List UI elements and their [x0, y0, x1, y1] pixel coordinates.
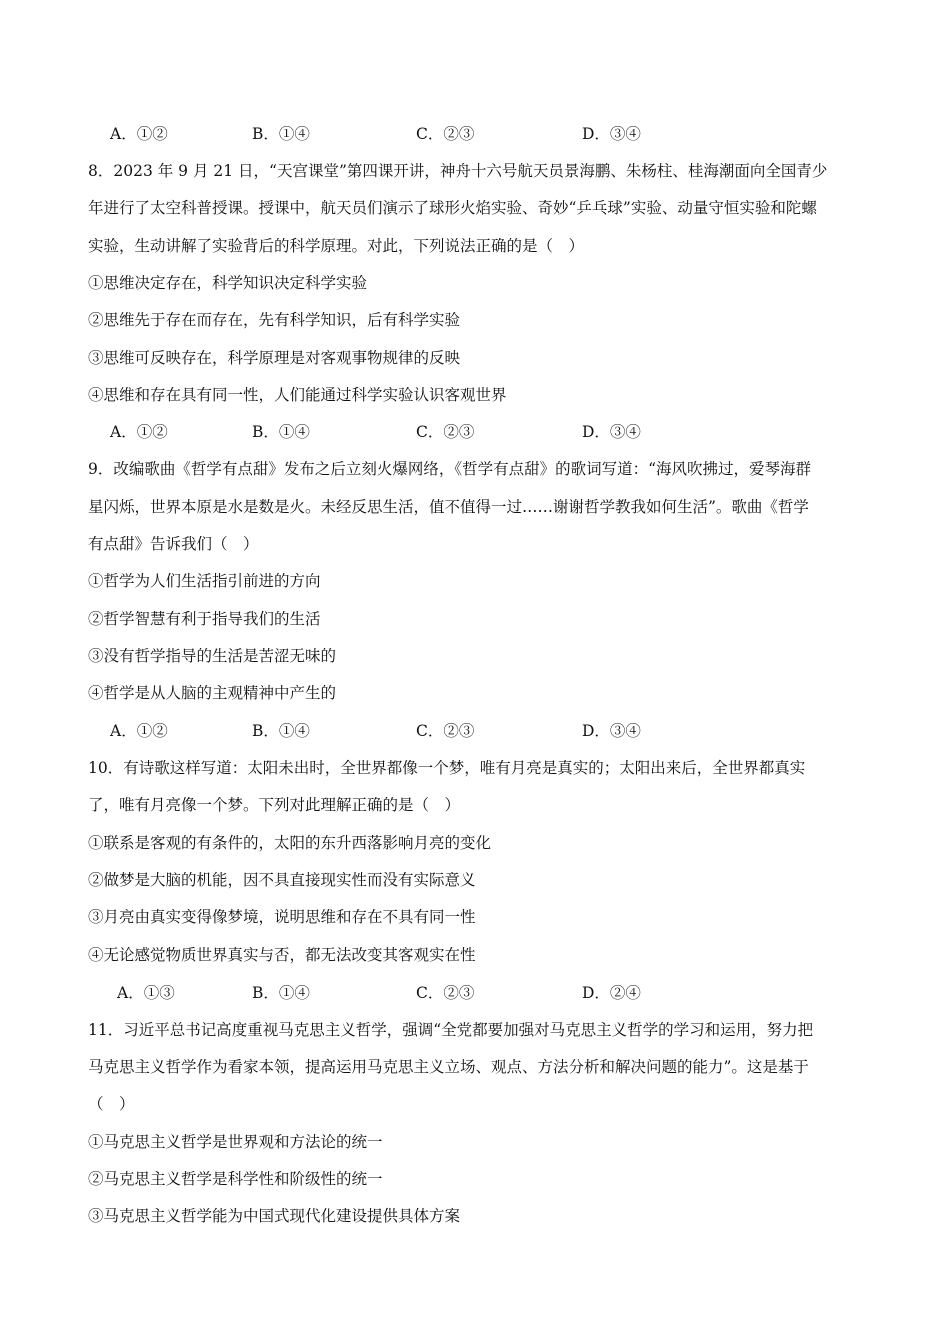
q11-statement-1: ①马克思主义哲学是世界观和方法论的统一 [88, 1133, 383, 1151]
q10-option-c: C．②③ [416, 984, 475, 1002]
q10-stem-line-2: 了，唯有月亮像一个梦。下列对此理解正确的是（ ） [88, 796, 461, 814]
q10-option-d: D．②④ [582, 984, 641, 1002]
q7-option-b: B．①④ [252, 125, 310, 143]
q10-statement-4: ④无论感觉物质世界真实与否，都无法改变其客观实在性 [88, 946, 476, 964]
q9-statement-1: ①哲学为人们生活指引前进的方向 [88, 572, 321, 590]
q8-stem-line-2: 年进行了太空科普授课。授课中，航天员们演示了球形火焰实验、奇妙“乒乓球”实验、动量守恒实验和陀螺 [88, 199, 817, 217]
q10-statement-1: ①联系是客观的有条件的，太阳的东升西落影响月亮的变化 [88, 834, 492, 852]
q11-stem-line-1: 11．习近平总书记高度重视马克思主义哲学，强调“全党都要加强对马克思主义哲学的学习和运用，努力把 [88, 1021, 814, 1039]
q8-statement-3: ③思维可反映存在，科学原理是对客观事物规律的反映 [88, 349, 461, 367]
q10-option-b: B．①④ [252, 984, 310, 1002]
q8-option-d: D．③④ [582, 423, 641, 441]
q8-option-c: C．②③ [416, 423, 475, 441]
q8-statement-1: ①思维决定存在，科学知识决定科学实验 [88, 274, 368, 292]
q8-statement-2: ②思维先于存在而存在，先有科学知识，后有科学实验 [88, 311, 461, 329]
q10-stem-line-1: 10．有诗歌这样写道：太阳未出时，全世界都像一个梦，唯有月亮是真实的；太阳出来后，全世界都真实 [88, 759, 806, 777]
q9-option-a: A．①② [110, 722, 168, 740]
q7-option-d: D．③④ [582, 125, 641, 143]
q9-statement-3: ③没有哲学指导的生活是苦涩无味的 [88, 647, 337, 665]
q9-option-d: D．③④ [582, 722, 641, 740]
q11-statement-2: ②马克思主义哲学是科学性和阶级性的统一 [88, 1170, 383, 1188]
q10-statement-3: ③月亮由真实变得像梦境，说明思维和存在不具有同一性 [88, 908, 476, 926]
q9-option-b: B．①④ [252, 722, 310, 740]
q7-option-a: A．①② [110, 125, 168, 143]
q9-stem-line-3: 有点甜》告诉我们（ ） [88, 535, 259, 553]
q11-stem-line-2: 马克思主义哲学作为看家本领，提高运用马克思主义立场、观点、方法分析和解决问题的能力”。这是基于 [88, 1058, 809, 1076]
q9-stem-line-2: 星闪烁，世界本原是水是数是火。未经反思生活，值不值得一过……谢谢哲学教我如何生活”。歌曲《哲学 [88, 498, 809, 516]
q8-option-b: B．①④ [252, 423, 310, 441]
q7-option-c: C．②③ [416, 125, 475, 143]
q8-option-a: A．①② [110, 423, 168, 441]
q8-stem-line-3: 实验，生动讲解了实验背后的科学原理。对此，下列说法正确的是（ ） [88, 237, 585, 255]
q11-stem-line-3: （ ） [88, 1095, 135, 1113]
q9-statement-2: ②哲学智慧有利于指导我们的生活 [88, 610, 321, 628]
q8-statement-4: ④思维和存在具有同一性，人们能通过科学实验认识客观世界 [88, 386, 507, 404]
q10-option-a: A．①③ [117, 984, 175, 1002]
q9-option-c: C．②③ [416, 722, 475, 740]
q8-stem-line-1: 8．2023 年 9 月 21 日，“天宫课堂”第四课开讲，神舟十六号航天员景海鹏、朱杨柱、桂海潮面向全国青少 [88, 162, 828, 180]
q9-stem-line-1: 9．改编歌曲《哲学有点甜》发布之后立刻火爆网络，《哲学有点甜》的歌词写道：“海风吹拂过，爱琴海群 [88, 460, 812, 478]
q9-statement-4: ④哲学是从人脑的主观精神中产生的 [88, 684, 337, 702]
q10-statement-2: ②做梦是大脑的机能，因不具直接现实性而没有实际意义 [88, 871, 476, 889]
q11-statement-3: ③马克思主义哲学能为中国式现代化建设提供具体方案 [88, 1207, 461, 1225]
